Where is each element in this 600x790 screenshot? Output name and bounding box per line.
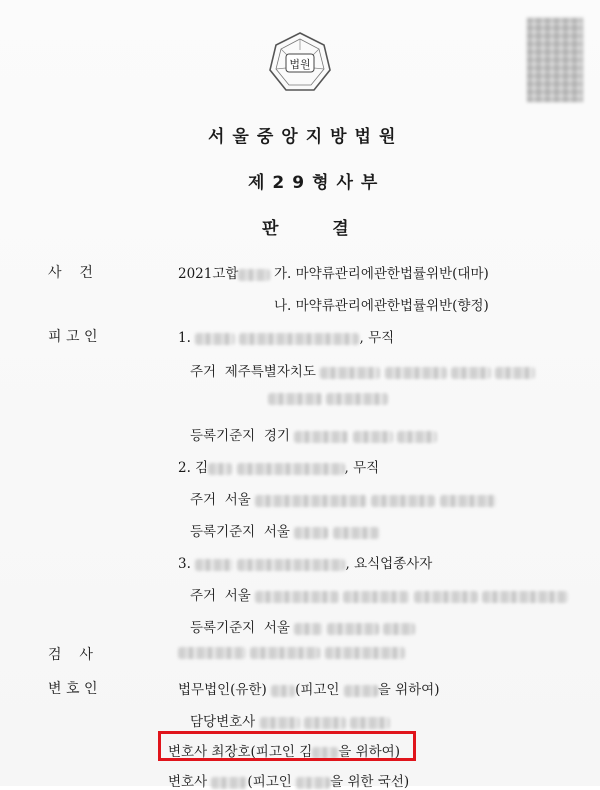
defendant-2: 2. 김 , 무직 — [178, 460, 380, 476]
defendant-2-registry: 등록기준지 서울 — [190, 520, 379, 540]
defendant-1: 1. , 무직 — [178, 330, 395, 346]
prosecutor-label: 검 사 — [48, 647, 93, 663]
defendant-1-registry: 등록기준지 경기 — [190, 424, 437, 444]
counsel-label: 변 호 인 — [48, 681, 98, 697]
counsel-public-defender: 변호사 (피고인 을 위한 국선) — [168, 774, 410, 790]
prosecutor-names — [178, 644, 405, 660]
defendants-label: 피 고 인 — [48, 329, 98, 345]
division-name: 제29형사부 — [248, 173, 386, 193]
defendant-3: 3. , 요식업종사자 — [178, 556, 433, 572]
case-label: 사 건 — [48, 265, 93, 281]
seal-text: 법원 — [289, 58, 311, 71]
document-type: 판 결 — [262, 219, 363, 239]
defendant-1-address-cont — [268, 390, 388, 406]
charge-a: 가. 마약류관리에관한법률위반(대마) — [274, 266, 489, 282]
counsel-lead: 담당변호사 — [190, 710, 390, 730]
court-name: 서울중앙지방법원 — [208, 127, 404, 147]
charge-b: 나. 마약류관리에관한법률위반(향정) — [274, 298, 489, 314]
defendant-1-address: 주거 제주특별자치도 — [190, 360, 535, 380]
court-seal-icon — [268, 30, 332, 94]
defendant-2-address: 주거 서울 — [190, 488, 496, 508]
qr-code-icon — [527, 18, 583, 102]
defendant-3-address: 주거 서울 — [190, 584, 568, 604]
counsel-highlighted-lawyer: 변호사 최장호(피고인 김 을 위하여) — [168, 744, 400, 760]
counsel-firm: 법무법인(유한) (피고인 을 위하여) — [178, 682, 440, 698]
case-number: 2021고합 — [178, 262, 270, 282]
defendant-3-registry: 등록기준지 서울 — [190, 616, 415, 636]
highlight-box — [158, 731, 416, 761]
